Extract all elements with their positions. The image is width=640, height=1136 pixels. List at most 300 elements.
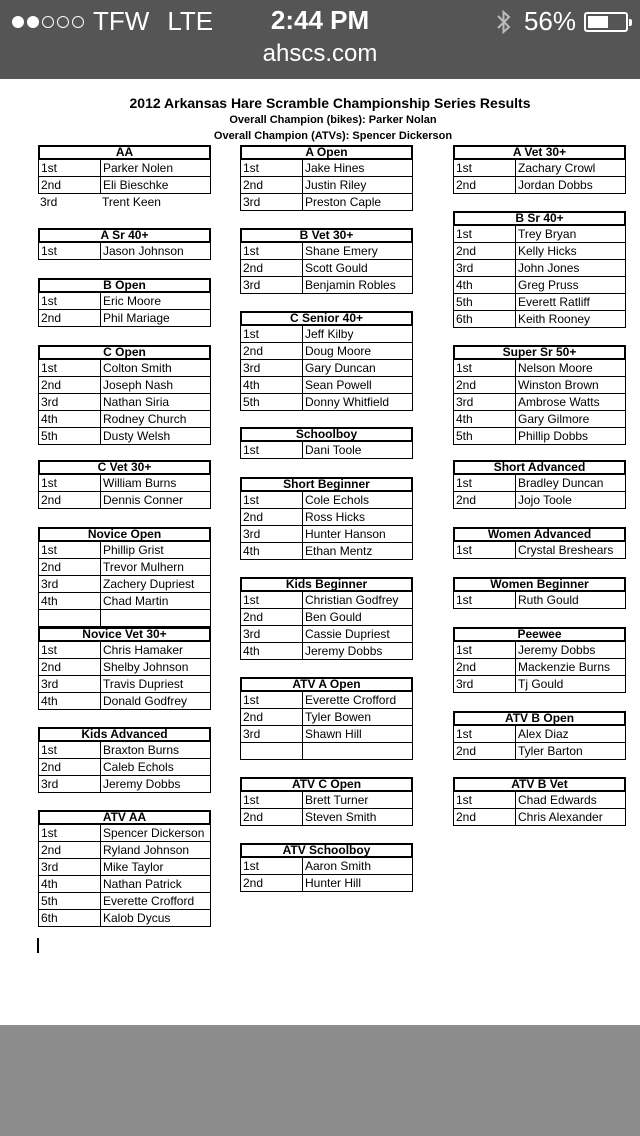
class-title: C Vet 30+ [38, 460, 211, 475]
placement: 1st [241, 492, 303, 508]
class-title: ATV B Open [453, 711, 626, 726]
result-block [38, 228, 211, 260]
rider-name: Parker Nolen [103, 161, 174, 175]
result-row [39, 692, 210, 709]
rider-name: Rodney Church [103, 412, 187, 426]
status-time: 2:44 PM [270, 5, 370, 35]
results-table [240, 592, 413, 660]
class-title: Novice Open [38, 527, 211, 542]
rider-name: Preston Caple [305, 195, 382, 209]
result-row [241, 492, 412, 508]
result-row [241, 193, 412, 210]
overall-champion-bikes: Overall Champion (bikes): Parker Nolan [229, 114, 437, 126]
placement [241, 743, 303, 759]
placement: 1st [241, 692, 303, 708]
placement: 1st [39, 243, 101, 259]
result-block [38, 810, 211, 927]
placement: 1st [241, 858, 303, 874]
placement: 4th [39, 876, 101, 892]
class-title: B Vet 30+ [240, 228, 413, 243]
result-row [39, 758, 210, 775]
placement: 2nd [241, 177, 303, 193]
result-row [241, 442, 412, 458]
rider-name: Tyler Bowen [305, 710, 372, 724]
rider-name: Jeremy Dobbs [103, 777, 181, 791]
overall-champion-atvs: Overall Champion (ATVs): Spencer Dickerson [213, 130, 453, 142]
status-and-url-bar [0, 0, 640, 79]
result-row [241, 508, 412, 525]
placement: 6th [454, 311, 516, 327]
result-row [241, 160, 412, 176]
result-row [454, 393, 625, 410]
rider-name: Phil Mariage [103, 311, 170, 325]
result-row [241, 792, 412, 808]
class-title: B Open [38, 278, 211, 293]
results-table [453, 642, 626, 693]
result-block [38, 145, 211, 210]
results-table [240, 243, 413, 294]
rider-name: Everett Ratliff [518, 295, 590, 309]
result-row [241, 692, 412, 708]
result-row [39, 393, 210, 410]
class-title: A Vet 30+ [453, 145, 626, 160]
result-block [453, 460, 626, 509]
rider-name: Jason Johnson [103, 244, 184, 258]
result-block [240, 777, 413, 826]
placement: 3rd [454, 676, 516, 692]
placement: 1st [39, 160, 101, 176]
result-row [454, 410, 625, 427]
battery-percent: 56% [523, 6, 576, 36]
rider-name: Ross Hicks [305, 510, 366, 524]
placement: 3rd [241, 526, 303, 542]
placement: 1st [241, 326, 303, 342]
placement [39, 610, 101, 626]
rider-name: Nelson Moore [518, 361, 593, 375]
rider-name: Dusty Welsh [103, 429, 171, 443]
rider-name: Zachery Dupriest [103, 577, 195, 591]
result-row [39, 243, 210, 259]
placement: 1st [39, 475, 101, 491]
rider-name: Christian Godfrey [305, 593, 399, 607]
rider-name: Keith Rooney [518, 312, 591, 326]
placement: 1st [241, 243, 303, 259]
result-row [454, 427, 625, 444]
result-block [240, 145, 413, 211]
placement: 3rd [39, 576, 101, 592]
placement: 4th [241, 377, 303, 393]
rider-name: Ambrose Watts [518, 395, 600, 409]
result-row [39, 609, 210, 626]
placement: 2nd [241, 809, 303, 825]
result-block [240, 311, 413, 411]
result-row [241, 359, 412, 376]
rider-name: Greg Pruss [518, 278, 579, 292]
placement: 1st [39, 825, 101, 841]
rider-name: Mike Taylor [103, 860, 164, 874]
placement: 3rd [241, 626, 303, 642]
result-block [453, 711, 626, 760]
rider-name: Alex Diaz [518, 727, 569, 741]
result-row [241, 808, 412, 825]
rider-name: Jordan Dobbs [518, 178, 593, 192]
placement: 5th [454, 294, 516, 310]
rider-name: Ruth Gould [518, 593, 579, 607]
rider-name: Benjamin Robles [305, 278, 396, 292]
results-table [38, 160, 211, 194]
rider-name: Jojo Toole [518, 493, 572, 507]
rider-name: Nathan Siria [103, 395, 170, 409]
class-title: A Sr 40+ [38, 228, 211, 243]
results-table [38, 243, 211, 260]
result-row [39, 841, 210, 858]
class-title: C Senior 40+ [240, 311, 413, 326]
placement: 3rd [39, 776, 101, 792]
placement: 2nd [241, 709, 303, 725]
rider-name: Aaron Smith [305, 859, 372, 873]
rider-name: Steven Smith [305, 810, 377, 824]
class-title: ATV B Vet [453, 777, 626, 792]
placement: 3rd [454, 394, 516, 410]
rider-name: Spencer Dickerson [103, 826, 205, 840]
rider-name: Caleb Echols [103, 760, 174, 774]
result-block [453, 211, 626, 328]
result-row [241, 276, 412, 293]
rider-name: Eli Bieschke [103, 178, 169, 192]
result-row [241, 326, 412, 342]
results-table [453, 160, 626, 194]
rider-name: Shane Emery [305, 244, 378, 258]
result-row [241, 608, 412, 625]
placement: 3rd [39, 859, 101, 875]
rider-name: Trevor Mulhern [103, 560, 184, 574]
result-row [454, 360, 625, 376]
class-title: Kids Beginner [240, 577, 413, 592]
placement: 2nd [454, 659, 516, 675]
placement: 1st [454, 360, 516, 376]
rider-name: Kalob Dycus [103, 911, 171, 925]
result-row [39, 410, 210, 427]
result-block [38, 527, 211, 627]
result-row [241, 625, 412, 642]
class-title: Kids Advanced [38, 727, 211, 742]
result-row [39, 360, 210, 376]
placement: 2nd [241, 343, 303, 359]
result-block [38, 345, 211, 445]
result-block [240, 228, 413, 294]
result-row [38, 194, 211, 210]
network-type: LTE [167, 6, 214, 36]
bottom-toolbar [0, 1025, 640, 1136]
result-row [241, 874, 412, 891]
document-title: 2012 Arkansas Hare Scramble Championship Series Results [129, 95, 531, 111]
rider-name: Ryland Johnson [103, 843, 190, 857]
results-table [38, 293, 211, 327]
rider-name: John Jones [518, 261, 580, 275]
class-title: Short Advanced [453, 460, 626, 475]
rider-name: Ben Gould [305, 610, 362, 624]
rider-name: Brett Turner [305, 793, 369, 807]
rider-name: Eric Moore [103, 294, 162, 308]
result-row [454, 226, 625, 242]
placement: 3rd [241, 194, 303, 210]
rider-name: Donald Godfrey [103, 694, 188, 708]
placement: 4th [454, 277, 516, 293]
placement: 1st [241, 592, 303, 608]
placement: 1st [454, 592, 516, 608]
rider-name: Dennis Conner [103, 493, 184, 507]
placement: 3rd [39, 394, 101, 410]
result-row [39, 575, 210, 592]
result-row [454, 726, 625, 742]
result-row [39, 542, 210, 558]
class-title: C Open [38, 345, 211, 360]
result-block [240, 427, 413, 459]
placement: 1st [39, 293, 101, 309]
class-title: AA [38, 145, 211, 160]
rider-name [101, 610, 210, 626]
result-row [241, 742, 412, 759]
placement: 2nd [241, 509, 303, 525]
placement: 4th [454, 411, 516, 427]
placement: 1st [454, 726, 516, 742]
rider-name: Jeremy Dobbs [305, 644, 383, 658]
placement: 2nd [241, 609, 303, 625]
rider-name: Jeff Kilby [305, 327, 354, 341]
result-row [241, 259, 412, 276]
result-row [39, 491, 210, 508]
result-row [39, 475, 210, 491]
placement: 3rd [40, 195, 58, 209]
placement: 3rd [39, 676, 101, 692]
placement: 1st [454, 160, 516, 176]
rider-name: Gary Gilmore [518, 412, 590, 426]
placement: 2nd [241, 260, 303, 276]
battery-tip [629, 19, 632, 26]
result-block [453, 145, 626, 194]
rider-name: Chris Hamaker [103, 643, 184, 657]
result-row [39, 742, 210, 758]
rider-name: Everette Crofford [305, 693, 397, 707]
placement: 2nd [39, 377, 101, 393]
result-row [39, 658, 210, 675]
result-row [454, 658, 625, 675]
results-table [240, 692, 413, 760]
placement: 1st [454, 542, 516, 558]
result-row [454, 242, 625, 259]
rider-name: Justin Riley [305, 178, 367, 192]
placement: 5th [241, 394, 303, 410]
result-row [241, 342, 412, 359]
result-row [454, 675, 625, 692]
result-block [38, 627, 211, 710]
status-right [496, 6, 628, 37]
placement: 1st [39, 542, 101, 558]
class-title: Short Beginner [240, 477, 413, 492]
class-title: ATV C Open [240, 777, 413, 792]
result-row [241, 243, 412, 259]
rider-name: William Burns [103, 476, 177, 490]
rider-name: Zachary Crowl [518, 161, 596, 175]
rider-name: Jake Hines [305, 161, 365, 175]
result-row [39, 592, 210, 609]
result-row [454, 642, 625, 658]
result-row [39, 858, 210, 875]
result-row [454, 376, 625, 393]
placement: 5th [39, 428, 101, 444]
rider-name: Phillip Grist [103, 543, 164, 557]
placement: 2nd [39, 759, 101, 775]
result-row [454, 792, 625, 808]
placement: 1st [454, 475, 516, 491]
rider-name: Braxton Burns [103, 743, 180, 757]
result-row [454, 542, 625, 558]
result-row [39, 909, 210, 926]
rider-name: Chris Alexander [518, 810, 603, 824]
rider-name: Ethan Mentz [305, 544, 373, 558]
results-table [240, 858, 413, 892]
carrier-name: TFW [93, 6, 150, 36]
placement: 2nd [39, 842, 101, 858]
result-row [39, 176, 210, 193]
result-row [39, 293, 210, 309]
rider-name: Tj Gould [518, 677, 564, 691]
rider-name: Everette Crofford [103, 894, 195, 908]
rider-name: Scott Gould [305, 261, 368, 275]
placement: 4th [39, 593, 101, 609]
result-block [453, 627, 626, 693]
result-row [454, 259, 625, 276]
results-table [38, 825, 211, 927]
placement: 2nd [39, 659, 101, 675]
result-row [241, 525, 412, 542]
rider-name: Mackenzie Burns [518, 660, 611, 674]
placement: 2nd [39, 310, 101, 326]
placement: 2nd [454, 492, 516, 508]
class-title: Schoolboy [240, 427, 413, 442]
class-title: Women Advanced [453, 527, 626, 542]
placement: 4th [39, 693, 101, 709]
rider-name: Doug Moore [305, 344, 372, 358]
class-title: B Sr 40+ [453, 211, 626, 226]
placement: 1st [39, 642, 101, 658]
placement: 2nd [454, 377, 516, 393]
placement: 1st [241, 442, 303, 458]
results-table [453, 475, 626, 509]
result-block [453, 527, 626, 559]
rider-name: Colton Smith [103, 361, 172, 375]
result-row [241, 708, 412, 725]
rider-name: Jeremy Dobbs [518, 643, 596, 657]
placement: 2nd [39, 492, 101, 508]
rider-name: Chad Edwards [518, 793, 597, 807]
results-table [240, 160, 413, 211]
placement: 1st [39, 360, 101, 376]
results-table [38, 542, 211, 627]
results-table [240, 326, 413, 411]
results-table [453, 726, 626, 760]
text-cursor [37, 938, 39, 953]
result-block [453, 577, 626, 609]
result-row [454, 808, 625, 825]
result-row [454, 475, 625, 491]
results-table [240, 492, 413, 560]
result-row [39, 309, 210, 326]
rider-name: Chad Martin [103, 594, 169, 608]
bluetooth-icon [496, 9, 512, 35]
placement: 4th [241, 643, 303, 659]
result-row [454, 160, 625, 176]
result-block [38, 727, 211, 793]
results-table [453, 226, 626, 328]
rider-name: Trey Bryan [518, 227, 577, 241]
results-table [38, 642, 211, 710]
rider-name: Sean Powell [305, 378, 372, 392]
placement: 4th [39, 411, 101, 427]
rider-name: Joseph Nash [103, 378, 174, 392]
results-table [38, 475, 211, 509]
class-title: Peewee [453, 627, 626, 642]
result-row [39, 642, 210, 658]
result-row [241, 542, 412, 559]
rider-name: Nathan Patrick [103, 877, 182, 891]
result-block [240, 477, 413, 560]
placement: 1st [454, 792, 516, 808]
placement: 1st [241, 160, 303, 176]
result-block [240, 843, 413, 892]
class-title: Women Beginner [453, 577, 626, 592]
result-block [38, 460, 211, 509]
rider-name: Phillip Dobbs [518, 429, 589, 443]
result-row [241, 725, 412, 742]
rider-name: Tyler Barton [518, 744, 583, 758]
battery-icon [584, 12, 628, 32]
rider-name: Dani Toole [305, 443, 362, 457]
result-row [454, 276, 625, 293]
rider-name: Winston Brown [518, 378, 599, 392]
result-row [39, 558, 210, 575]
result-row [454, 310, 625, 327]
result-row [241, 858, 412, 874]
results-table [453, 360, 626, 445]
result-row [39, 775, 210, 792]
class-title: Super Sr 50+ [453, 345, 626, 360]
rider-name: Cassie Dupriest [305, 627, 390, 641]
placement: 2nd [454, 809, 516, 825]
rider-name: Travis Dupriest [103, 677, 184, 691]
url-bar[interactable]: ahscs.com [262, 40, 378, 67]
placement: 3rd [241, 726, 303, 742]
placement: 3rd [241, 360, 303, 376]
rider-name: Trent Keen [102, 195, 161, 209]
results-table [240, 792, 413, 826]
placement: 2nd [39, 177, 101, 193]
rider-name: Crystal Breshears [518, 543, 614, 557]
placement: 6th [39, 910, 101, 926]
class-title: ATV AA [38, 810, 211, 825]
results-table [453, 792, 626, 826]
results-table [38, 360, 211, 445]
result-row [39, 875, 210, 892]
battery-fill [588, 16, 608, 28]
result-row [454, 176, 625, 193]
rider-name [303, 743, 412, 759]
placement: 1st [454, 642, 516, 658]
placement: 3rd [454, 260, 516, 276]
placement: 3rd [241, 277, 303, 293]
result-row [39, 675, 210, 692]
placement: 2nd [454, 177, 516, 193]
